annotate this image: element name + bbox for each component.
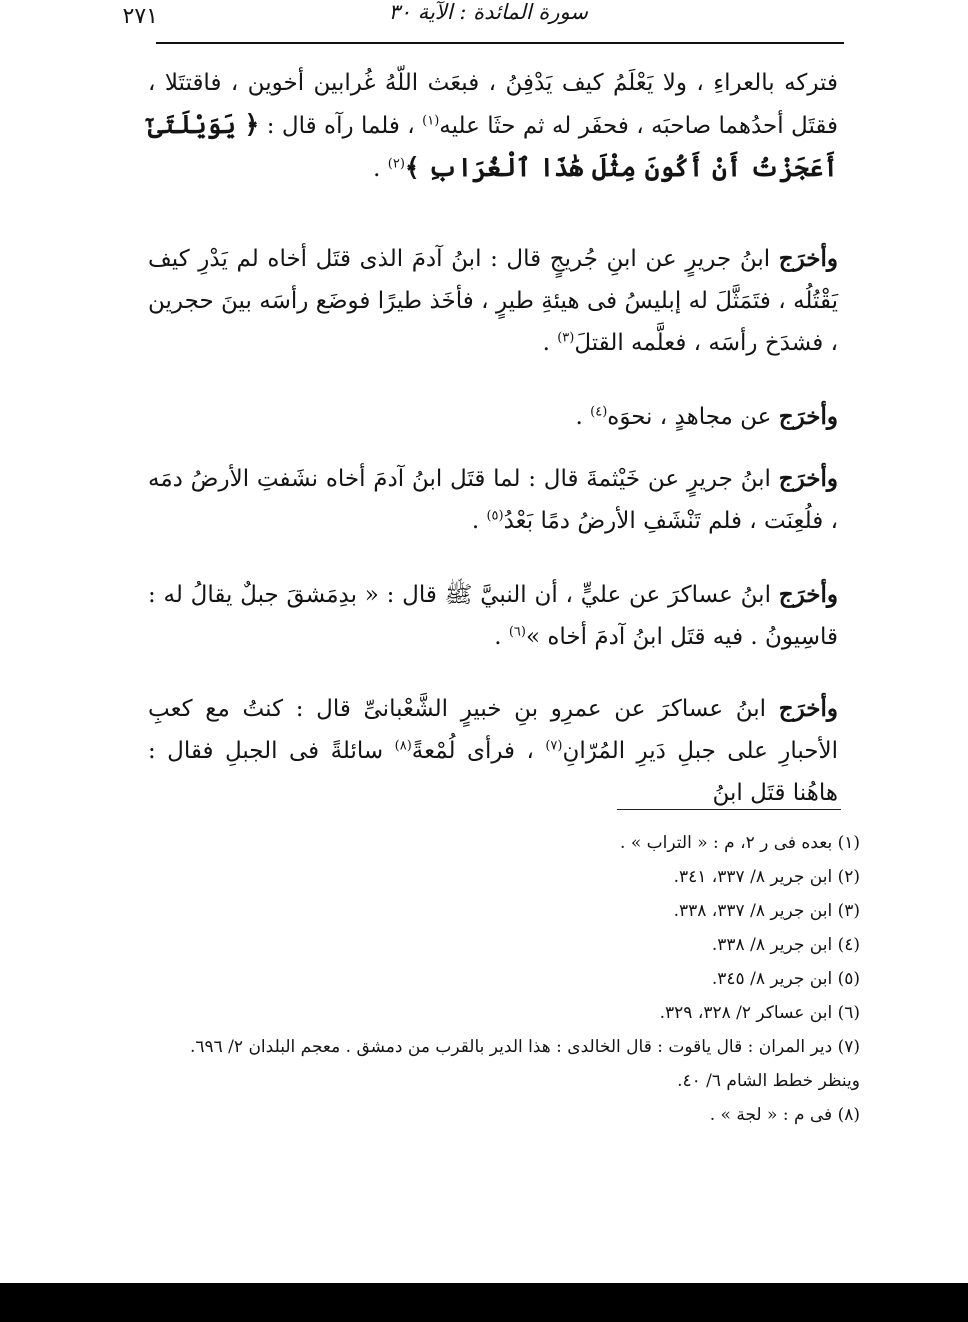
paragraph-lead: وأخرَج [778, 695, 838, 722]
footnote: (٣) ابن جرير ٨/ ٣٣٧، ٣٣٨. [673, 901, 860, 921]
paragraph-text: ابنُ جريرٍ عن ابنِ جُريجٍ قال : ابنُ آدمَ الذى قتَل أخاه لم يَدْرِ كيف يَقْتُلُه ، فتَمَثَّلَ له إبليسُ فى هيئةِ طيرٍ ، فأخَذ طيرًا فوضَع رأسَه بينَ حجرين ، فشدَخ رأسَه ، فعلَّمه القتلَ [148, 246, 838, 356]
footnote-ref: (١) [422, 113, 440, 129]
running-title: سورة المائدة : الآية ٣٠ [388, 0, 588, 24]
paragraph-end: . [494, 624, 502, 650]
paragraph-text: ، فرأى لُمْعةً [411, 738, 534, 764]
paragraph-text: سائلةً فى الجبلِ فقال : هاهُنا قتَل ابنُ [148, 738, 838, 806]
paragraph-text: ابنُ عساكرَ عن عمرِو بنِ خبيرٍ الشَّعْبانىِّ قال : كنتُ مع كعبِ الأحبارِ على جبلِ دَيرِ المُرّانِ [148, 696, 839, 764]
footnote-ref: (٧) [545, 738, 563, 754]
footnote-ref: (٤) [590, 404, 608, 420]
footnote-rule [617, 809, 841, 810]
paragraph-text: ابنُ عساكرَ عن عليٍّ ، أن النبيَّ ﷺ قال : « بدِمَشقَ جبلٌ يقالُ له : قاسِيونُ . فيه قتَل ابنُ آدمَ أخاه » [148, 582, 838, 650]
paragraph-text: ابنُ جريرٍ عن خَيْثمةَ قال : لما قتَل ابنُ آدمَ أخاه نشَفتِ الأرضُ دمَه ، فلُعِنَت ، فلم تَنْشَفِ الأرضُ دمًا بَعْدُ [148, 466, 838, 534]
footnote-ref: (٥) [486, 508, 504, 524]
footnotes [170, 826, 860, 1132]
paragraph [148, 574, 838, 658]
footnote-ref: (٣) [557, 330, 575, 346]
page-number: ٢٧١ [122, 4, 158, 29]
paragraph [148, 238, 838, 364]
paragraph-end: . [542, 330, 550, 356]
paragraph [148, 458, 838, 542]
footnote: (٥) ابن جرير ٨/ ٣٤٥. [711, 969, 860, 989]
paragraph-lead: وأخرَج [778, 465, 838, 492]
scan-border [0, 1283, 968, 1322]
footnote: (٧) دير المران : قال ياقوت : قال الخالدى : هذا الدير بالقرب من دمشق . معجم البلدان ٢/ ٦٩٦. وينظر خطط الشام ٦/ ٤٠. [189, 1037, 860, 1091]
paragraph-end: . [373, 156, 381, 182]
footnote: (١) بعده فى ر ٢، م : « التراب » . [620, 833, 860, 853]
paragraph-end: . [575, 404, 583, 430]
footnote-ref: (٨) [394, 738, 412, 754]
paragraph [148, 62, 838, 190]
quran-quote: ﴿ يَوَيْلَتَىٰٓ أَعَجَزْتُ أَنْ أَكُونَ مِثْلَ هَٰذَا ٱلْغُرَابِ ﴾ [148, 110, 838, 182]
paragraph-text: عن مجاهدٍ ، نحوَه [607, 404, 772, 430]
paragraph-lead: وأخرَج [778, 403, 838, 430]
paragraph-text: ، فلما رآه قال : [266, 113, 415, 139]
paragraph [148, 688, 838, 814]
footnote: (٢) ابن جرير ٨/ ٣٣٧، ٣٤١. [673, 867, 860, 887]
footnote: (٤) ابن جرير ٨/ ٣٣٨. [711, 935, 860, 955]
paragraph-lead: وأخرَج [778, 245, 838, 272]
header-rule [156, 42, 844, 44]
footnote-ref: (٢) [387, 156, 405, 172]
footnote: (٨) فى م : « لجة » . [709, 1105, 860, 1125]
paragraph-lead: وأخرَج [778, 581, 838, 608]
footnote: (٦) ابن عساكر ٢/ ٣٢٨، ٣٢٩. [659, 1003, 860, 1023]
paragraph-text: فتركه بالعراءِ ، ولا يَعْلَمُ كيف يَدْفِنُ ، فبعَث اللّهُ غُرابين أخوين ، فاقتتَلا ، فقتَل أحدُهما صاحبَه ، فحفَر له ثم حثَا عليه [148, 70, 839, 139]
footnote-ref: (٦) [508, 624, 526, 640]
paragraph-end: . [471, 508, 480, 534]
paragraph [148, 396, 838, 438]
